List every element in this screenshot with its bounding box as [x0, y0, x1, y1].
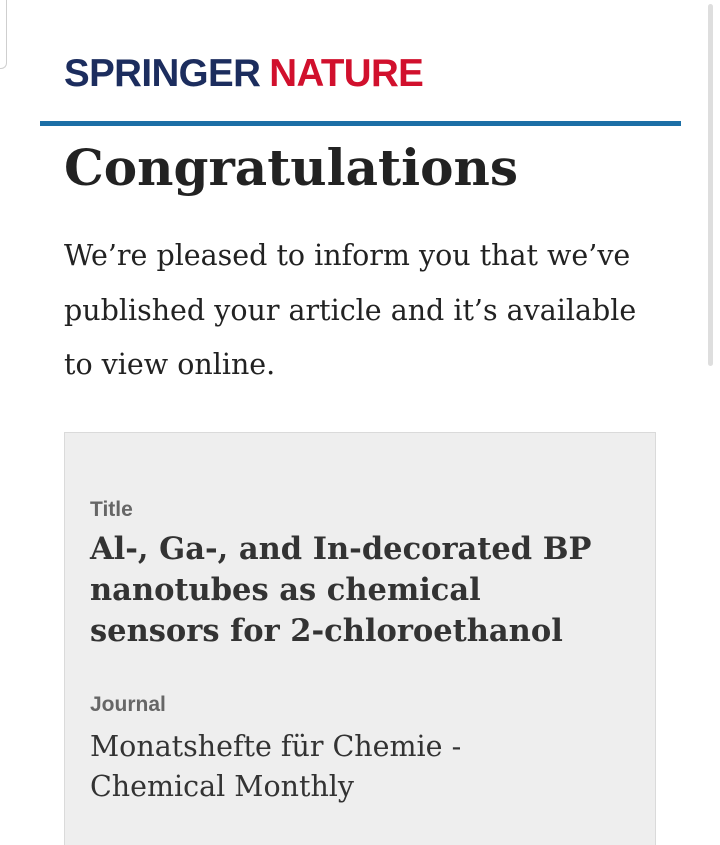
header-divider [40, 121, 681, 126]
scrollbar-thumb[interactable] [708, 4, 713, 366]
logo-word-springer: SPRINGER [64, 52, 261, 95]
article-title [90, 529, 591, 652]
article-title-line: Al-, Ga-, and In-decorated BP [90, 531, 592, 567]
intro-line: We’re pleased to inform you that we’ve [64, 239, 631, 272]
intro-line: published your article and it’s available [64, 293, 637, 327]
title-label: Title [90, 498, 133, 521]
window-corner-edge [0, 0, 7, 69]
journal-name-line: Monatshefte für Chemie - [90, 730, 462, 763]
journal-name-line: Chemical Monthly [90, 770, 355, 803]
journal-name [90, 727, 461, 807]
article-title-line: nanotubes as chemical [90, 572, 481, 608]
article-details-card [64, 432, 656, 845]
logo-word-nature: NATURE [269, 52, 424, 95]
page-headline: Congratulations [64, 138, 518, 197]
journal-label: Journal [90, 693, 166, 716]
intro-line: to view online. [64, 348, 276, 381]
intro-message [64, 229, 684, 393]
springer-nature-logo [64, 52, 423, 96]
article-title-line: sensors for 2-chloroethanol [90, 613, 563, 649]
